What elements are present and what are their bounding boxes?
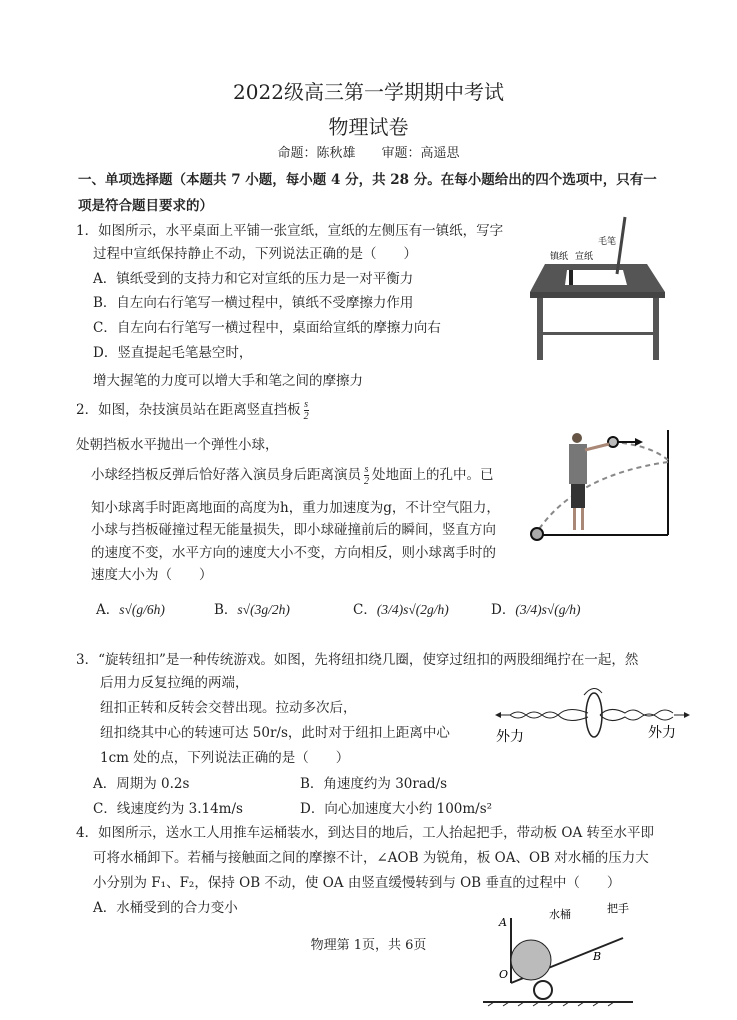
option-expr: (3/4)s√(g/h) (515, 602, 581, 617)
q2-stem: 的速度不变，水平方向的速度大小不变，方向相反，则小球离手时的 (91, 545, 496, 561)
fraction (304, 399, 309, 422)
handle-label: 把手 (607, 902, 629, 915)
q1-option-a: A．镇纸受到的支持力和它对宣纸的压力是一对平衡力 (93, 271, 414, 287)
q2-option-d (491, 601, 580, 619)
exam-title: 2022级高三第一学期期中考试 (233, 80, 504, 104)
cart-figure (483, 898, 648, 1018)
q3-option-d: D．向心加速度大小约 100m/s² (300, 801, 493, 817)
q2-option-b (214, 601, 290, 619)
option-expr: s√(g/6h) (119, 602, 165, 617)
q4-option-a: A．水桶受到的合力变小 (93, 900, 238, 916)
q2-option-c (353, 601, 449, 619)
q4-stem: 可将水桶卸下。若桶与接触面之间的摩擦不计，∠AOB 为锐角，板 OA、OB 对水桶的压力大 (93, 850, 649, 866)
q3-option-a: A．周期为 0.2s (93, 776, 190, 792)
q4-stem: 4．如图所示，送水工人用推车运桶装水，到达目的地后，工人抬起把手，带动板 OA 转至水平即 (76, 825, 654, 841)
option-label: B． (214, 602, 238, 618)
q3-stem: 纽扣绕其中心的转速可达 50r/s，此时对于纽扣上距离中心 (100, 725, 450, 741)
q3-stem: 纽扣正转和反转会交替出现。拉动多次后， (100, 700, 357, 716)
q2-stem-line (91, 464, 494, 487)
q3-option-b: B．角速度约为 30rad/s (300, 776, 448, 792)
force-label-left: 外力 (496, 729, 524, 745)
q2-stem: 处地面上的孔中。已 (372, 467, 494, 483)
section-heading-cont: 项是符合题目要求的） (78, 198, 213, 214)
point-o-label: O (499, 968, 509, 981)
q2-stem: 知小球离手时距离地面的高度为h，重力加速度为g，不计空气阻力， (91, 500, 500, 516)
q2-stem: 速度大小为（ ） (91, 567, 213, 583)
q2-stem: 小球经挡板反弹后恰好落入演员身后距离演员 (91, 467, 361, 483)
q2-stem: 2．如图，杂技演员站在距离竖直挡板 (76, 402, 301, 418)
option-expr: (3/4)s√(2g/h) (376, 602, 449, 617)
q1-stem: 过程中宣纸保持静止不动，下列说法正确的是（ ） (93, 246, 417, 262)
frac-den: 2 (303, 411, 309, 422)
point-b-label: B (593, 950, 602, 963)
brush-label: 毛笔 (598, 237, 617, 247)
option-label: C． (353, 602, 377, 618)
q1-stem: 1．如图所示，水平桌面上平铺一张宣纸，宣纸的左侧压有一镇纸，写字 (76, 223, 504, 239)
table-figure (525, 212, 670, 367)
q1-option-d: D．竖直提起毛笔悬空时， (93, 345, 253, 361)
q2-stem: 小球与挡板碰撞过程无能量损失，即小球碰撞前后的瞬间，竖直方向 (91, 522, 496, 538)
option-label: A． (96, 602, 120, 618)
option-label: D． (491, 602, 516, 618)
frac-num: s (364, 464, 369, 475)
point-a-label: A (499, 916, 507, 929)
exam-subtitle: 物理试卷 (328, 115, 409, 139)
weight-label: 镇纸 (550, 252, 569, 262)
force-label-right: 外力 (648, 725, 676, 741)
fraction (364, 464, 369, 487)
q3-stem: 1cm 处的点，下列说法正确的是（ ） (100, 750, 350, 766)
q2-stem-line (76, 399, 312, 422)
q3-stem: 3．“旋转纽扣”是一种传统游戏。如图，先将纽扣绕几圈，使穿过纽扣的两股细绳拧在一起，然 (76, 652, 639, 668)
bucket-label: 水桶 (549, 908, 571, 921)
page-footer: 物理第 1页，共 6页 (310, 938, 427, 953)
q3-stem: 后用力反复拉绳的两端， (100, 675, 249, 691)
juggler-figure (525, 430, 675, 545)
frac-num: s (304, 399, 309, 410)
frac-den: 2 (364, 476, 369, 487)
button-spinner-figure (492, 685, 712, 750)
option-expr: s√(3g/2h) (237, 602, 290, 617)
q1-option-b: B．自左向右行笔写一横过程中，镇纸不受摩擦力作用 (93, 295, 414, 311)
q2-stem: 处朝挡板水平抛出一个弹性小球， (76, 437, 279, 453)
q4-stem: 小分别为 F₁、F₂，保持 OB 不动，使 OA 由竖直缓慢转到与 OB 垂直的过程中（ ） (93, 875, 621, 891)
q1-option-c: C．自左向右行笔写一横过程中，桌面给宣纸的摩擦力向右 (93, 320, 441, 336)
q1-option-d-cont: 增大握笔的力度可以增大手和笔之间的摩擦力 (93, 373, 363, 389)
authors: 命题：陈秋雄 审题：高遥思 (277, 146, 460, 161)
q2-option-a (96, 601, 165, 619)
section-heading: 一、单项选择题（本题共 7 小题，每小题 4 分，共 28 分。在每小题给出的四个选项中，只有一 (78, 172, 657, 188)
q3-option-c: C．线速度约为 3.14m/s (93, 801, 243, 817)
paper-label: 宣纸 (575, 252, 594, 262)
